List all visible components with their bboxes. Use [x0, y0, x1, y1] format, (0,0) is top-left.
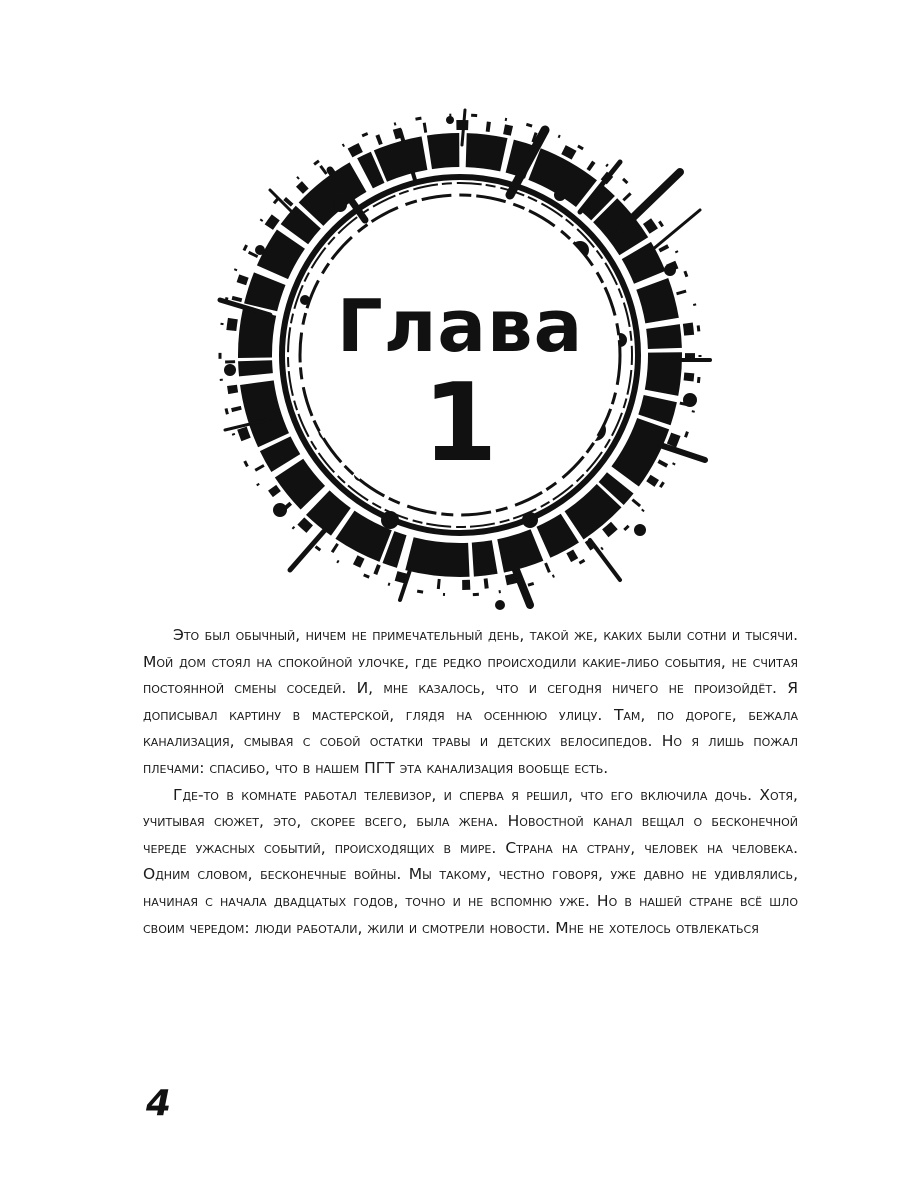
- chapter-text: [143, 622, 798, 941]
- page-number: 4: [146, 1083, 172, 1124]
- chapter-emblem: [200, 100, 720, 620]
- paragraph: Это был обычный, ничем не примечательный день, такой же, каких были сотни и тысячи. Мой дом стоял на спокойной улочке, где редко происходили какие-либо события, не считая постоянной смены соседей. И, мне казалось, что и сегодня ничего не произойдёт. Я дописывал картину в мастерской, глядя на осеннюю улицу. Там, по дороге, бежала канализация, смывая с собой остатки травы и детских велосипедов. Но я лишь пожал плечами: спасибо, что в нашем ПГТ эта канализация вообще есть.: [143, 626, 798, 777]
- chapter-heading: Глава: [336, 284, 584, 368]
- chapter-number: 1: [422, 361, 498, 486]
- paragraph: Где-то в комнате работал телевизор, и сперва я решил, что его включила дочь. Хотя, учитывая сюжет, это, скорее всего, была жена. Новостной канал вещал о бесконечной череде ужасных событий, происходящих в мире. Страна на страну, человек на человека. Одним словом, бесконечные войны. Мы такому, честно говоря, уже давно не удивлялись, начиная с начала двадцатых годов, точно и не вспомню уже. Но в нашей стране всё шло своим чередом: люди работали, жили и смотрели новости. Мне не хотелось отвлекаться: [143, 785, 798, 937]
